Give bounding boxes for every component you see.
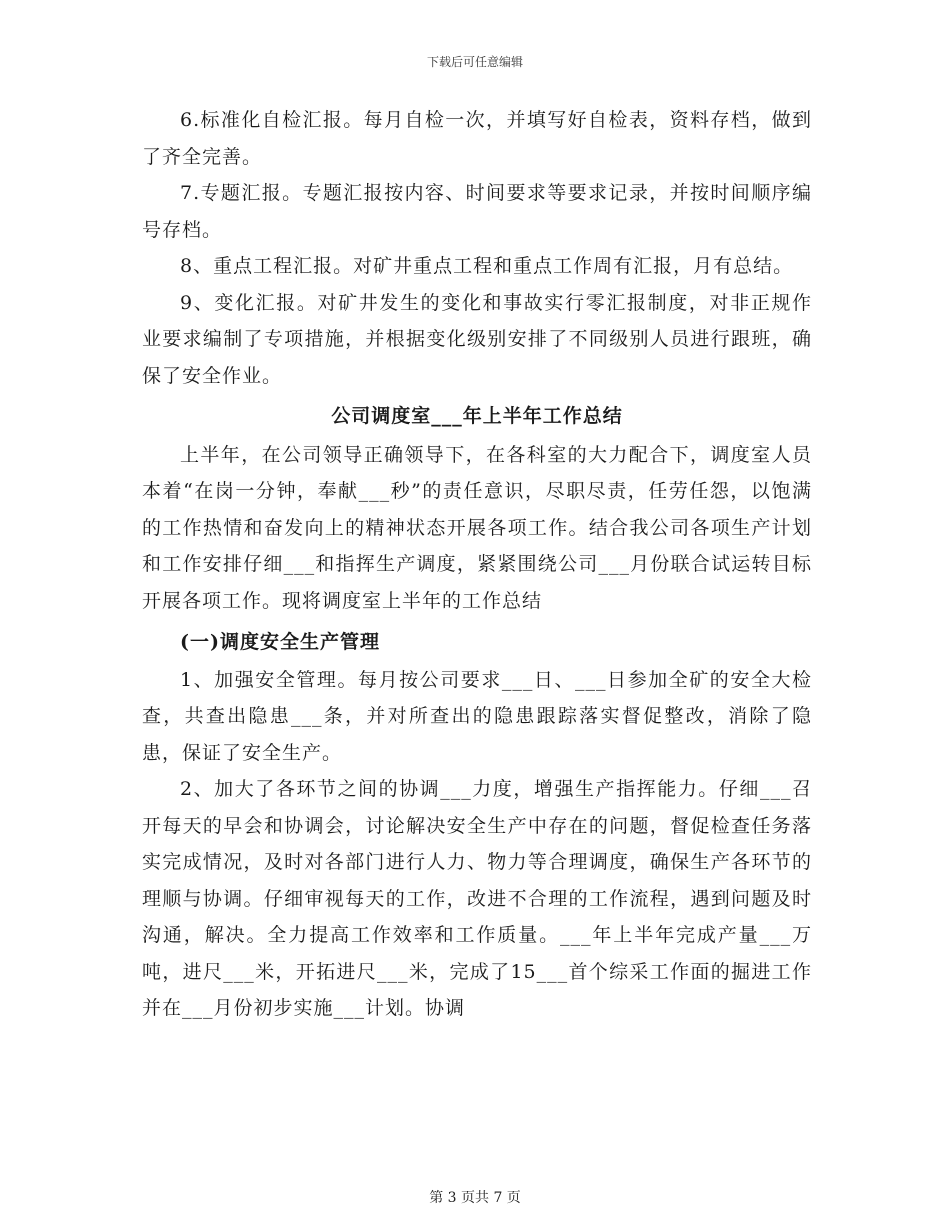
document-body xyxy=(142,102,812,1027)
section-title: 公司调度室___年上半年工作总结 xyxy=(331,405,623,427)
subheading: (一)调度安全生产管理 xyxy=(180,631,380,653)
paragraph-item-8: 8、重点工程汇报。对矿井重点工程和重点工作周有汇报，月有总结。 xyxy=(180,255,794,277)
paragraph-coordination: 2、加大了各环节之间的协调___力度，增强生产指挥能力。仔细___召开每天的早会和协调会，讨论解决安全生产中存在的问题，督促检查任务落实完成情况，及时对各部门进行人力、物力等合理调度，确保生产各环节的理顺与协调。仔细审视每天的工作，改进不合理的工作流程，遇到问题及时沟通，解决。全力提高工作效率和工作质量。___年上半年完成产量___万吨，进尺___米，开拓进尺___米，完成了15___首个综采工作面的掘进工作并在___月份初步实施___计划。协调 xyxy=(142,778,812,1019)
paragraph-item-7: 7.专题汇报。专题汇报按内容、时间要求等要求记录，并按时间顺序编号存档。 xyxy=(142,182,812,241)
intro-paragraph: 上半年，在公司领导正确领导下，在各科室的大力配合下，调度室人员本着“在岗一分钟，奉献___秒”的责任意识，尽职尽责，任劳任怨，以饱满的工作热情和奋发向上的精神状态开展各项工作。结合我公司各项生产计划和工作安排仔细___和指挥生产调度，紧紧围绕公司___月份联合试运转目标开展各项工作。现将调度室上半年的工作总结 xyxy=(142,443,812,612)
paragraph-item-6: 6.标准化自检汇报。每月自检一次，并填写好自检表，资料存档，做到了齐全完善。 xyxy=(142,109,812,168)
paragraph-safety-management: 1、加强安全管理。每月按公司要求___日、___日参加全矿的安全大检查，共查出隐患___条，并对所查出的隐患跟踪落实督促整改，消除了隐患，保证了安全生产。 xyxy=(142,668,812,764)
page-footer: 第 3 页共 7 页 xyxy=(429,1190,521,1206)
page-header: 下载后可任意编辑 xyxy=(426,55,523,69)
paragraph-item-9: 9、变化汇报。对矿井发生的变化和事故实行零汇报制度，对非正规作业要求编制了专项措施，并根据变化级别安排了不同级别人员进行跟班，确保了安全作业。 xyxy=(142,291,812,387)
